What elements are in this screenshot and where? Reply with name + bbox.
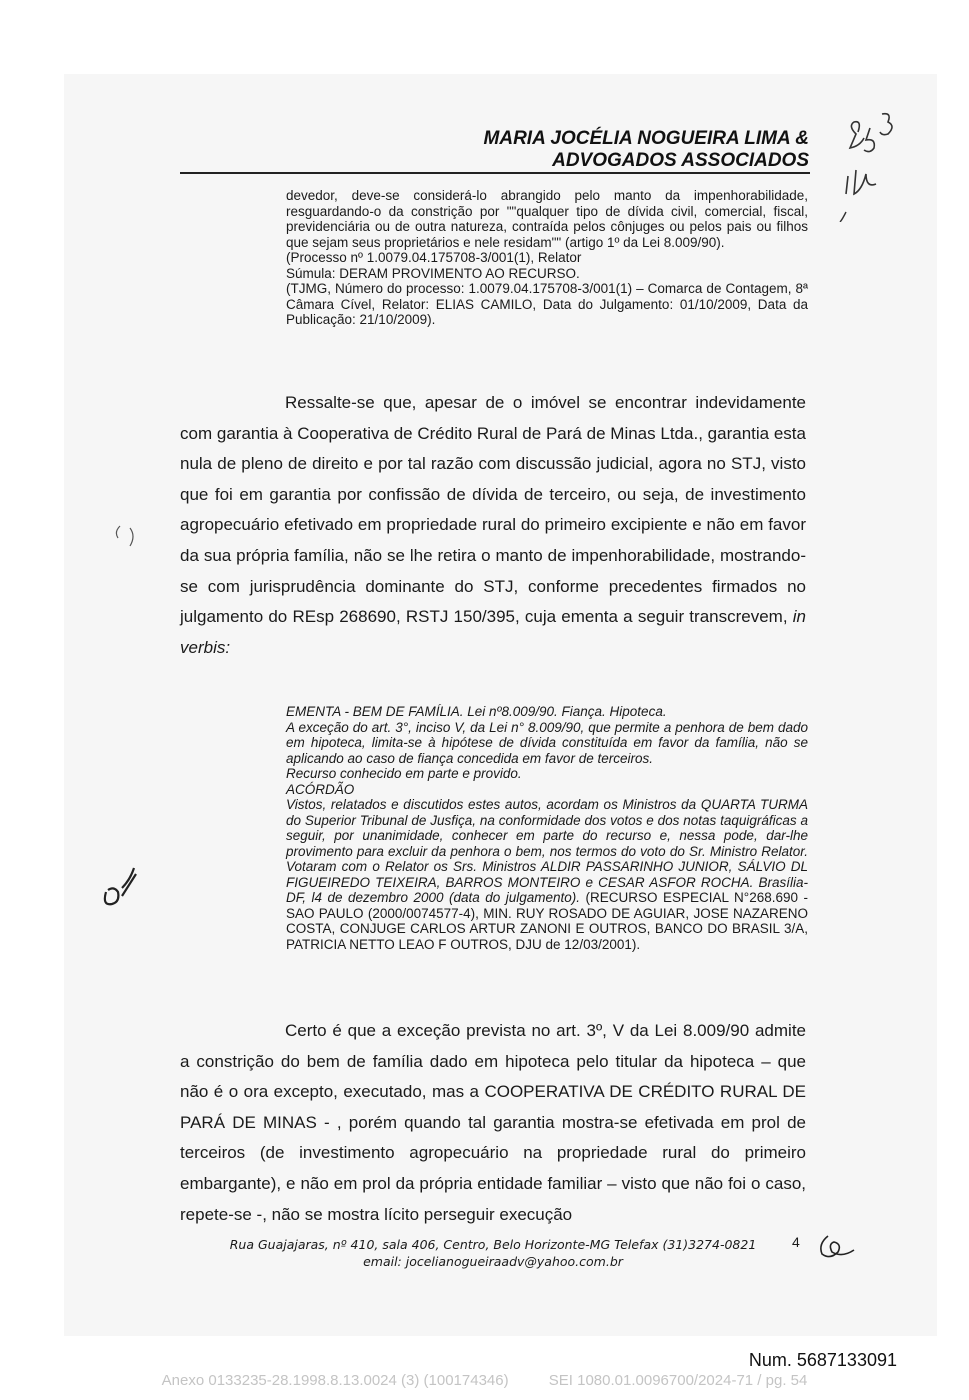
paragraph-text: Ressalte-se que, apesar de o imóvel se encontrar indevidamente com garantia à Cooperativa de Crédito Rural de Pará de Minas Ltda., garantia esta nula de pleno de direito e por tal razão com discussão judicial, agora no STJ, visto que foi em garantia por confissão de dívida de terceiro, ou seja, de investimento agropecuário efetivado em propriedade rural do primeiro excipiente e não em favor da sua própria família, não se lhe retira o manto de impenhorabilidade, mostrando-se com jurisprudência dominante do STJ, conforme precedentes firmados no julgamento do REsp 268690, RSTJ 150/395, cuja ementa a seguir transcrevem, xyxy=(180,393,806,627)
footer-email: email: jocelianogueiraadv@yahoo.com.br xyxy=(363,1254,623,1269)
block-quote-stj xyxy=(286,704,808,952)
quote-sumula: Súmula: DERAM PROVIMENTO AO RECURSO. xyxy=(286,265,580,281)
recurso-especial-citation: (RECURSO ESPECIAL N°268.690 - SAO PAULO (2000/0074577-4), MIN. RUY ROSADO DE AGUIAR, JOSE NAZARENO COSTA, CONJUGE CARLOS ARTUR ZANONI E OUTROS, BANCO DO BRASIL 3/A, PATRICIA NETTO LEAO F OUTROS, DJU de 12/03/2001). xyxy=(286,890,808,952)
quote-text: devedor, deve-se considerá-lo abrangido pelo manto da impenhorabilidade, resguardando-o da constrição por ""qualquer tipo de dívida civil, comercial, fiscal, previdenciária ou de outra natureza, contraída pelos cônjuges ou pelos pais ou filhos que sejam seus proprietários e nele residam"" (artigo 1º da Lei 8.009/90). xyxy=(286,188,808,250)
footer-address: Rua Guajajaras, nº 410, sala 406, Centro, Belo Horizonte-MG Telefax (31)3274-0821 xyxy=(229,1237,757,1252)
acordao-heading: ACÓRDÃO xyxy=(286,781,355,797)
handwritten-margin-mark xyxy=(100,862,142,912)
quote-citation: (TJMG, Número do processo: 1.0079.04.175708-3/001(1) – Comarca de Contagem, 8ª Câmara Cível, Relator: ELIAS CAMILO, Data do Julgamento: 01/10/2009, Data da Publicação: 21/10/2009). xyxy=(286,281,808,327)
document-number-stamp: Num. 5687133091 xyxy=(748,1350,897,1370)
header-rule xyxy=(180,172,810,174)
acordao-text: Vistos, relatados e discutidos estes autos, acordam os Ministros da QUARTA TURMA do Superior Tribunal de Jusfiça, na conformidade dos votos e dos notas taquigráficas a seguir, por unanimidade, conhecer em parte do recurso e, nessa pode, dar-lhe provimento para excluir da penhora o bem, nos termos do voto do Sr. Ministro Relator. Votaram com o Relator os Srs. Ministros ALDIR PASSARINHO JUNIOR, SÁLVIO DL FIGUEIREDO TEIXEIRA, BARROS MONTEIRO e CESAR ASFOR ROCHA. Brasília-DF, l4 de dezembro 2000 (data do julgamento). xyxy=(286,797,808,905)
firm-name-line2: ADVOGADOS ASSOCIADOS xyxy=(552,150,809,171)
block-quote-tjmg xyxy=(286,188,808,328)
paragraph-ressalte xyxy=(180,388,806,663)
handwritten-rubric-mark xyxy=(814,1226,858,1266)
ementa-excecao: A exceção do art. 3°, inciso V, da Lei n° 8.009/90, que permite a penhora de bem dado em hipoteca, limita-se à hipótese de dívida constituída em favor da família, não se aplicando ao caso de fiança concedida em favor de terceiros. xyxy=(286,719,808,766)
handwritten-page-number-mark xyxy=(836,104,908,222)
footer xyxy=(180,1236,806,1270)
watermark xyxy=(0,1372,969,1389)
paragraph-certo xyxy=(180,1016,806,1230)
firm-name-line1: MARIA JOCÉLIA NOGUEIRA LIMA & xyxy=(483,128,809,149)
ementa-recurso: Recurso conhecido em parte e provido. xyxy=(286,766,522,781)
watermark-annex: Anexo 0133235-28.1998.8.13.0024 (3) (100174346) xyxy=(161,1372,509,1389)
ementa-heading: EMENTA - BEM DE FAMÍLIA. Lei nº8.009/90. Fiança. Hipoteca. xyxy=(286,704,667,719)
page-number: 4 xyxy=(792,1234,800,1250)
handwritten-bracket-mark xyxy=(110,520,140,550)
watermark-sei: SEI 1080.01.0096700/2024-71 / pg. 54 xyxy=(548,1372,808,1389)
in-verbis: in verbis: xyxy=(180,607,806,657)
quote-process: (Processo nº 1.0079.04.175708-3/001(1), Relator xyxy=(286,250,582,265)
letterhead xyxy=(484,128,809,172)
paragraph-text: Certo é que a exceção prevista no art. 3º, V da Lei 8.009/90 admite a constrição do bem de família dado em hipoteca pelo titular da hipoteca – que não é o ora excepto, executado, mas a COOPERATIVA DE CRÉDITO RURAL DE PARÁ DE MINAS - , porém quando tal garantia mostra-se efetivada em prol de terceiros (de investimento agropecuário na propriedade rural do primeiro embargante), e não em prol da própria entidade familiar – visto que não foi o caso, repete-se -, não se mostra lícito perseguir execução xyxy=(180,1021,806,1224)
